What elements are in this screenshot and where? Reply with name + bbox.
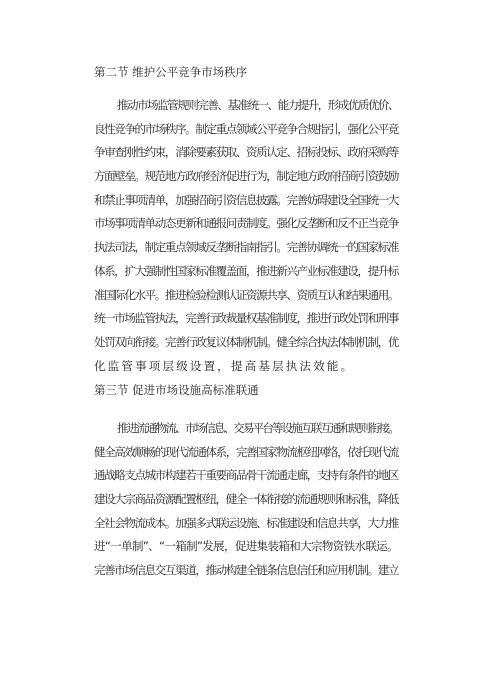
section-3-heading: 第三节 促进市场设施高标准联通 (94, 383, 259, 397)
paragraph-line: 建设大宗商品资源配置枢纽，健全一体衔接的流通规则和标准，降低 (94, 492, 398, 507)
paragraph-line: 完善市场信息交互渠道，推动构建全链条信息信任和应用机制。建立 (94, 563, 398, 578)
paragraph-line: 通战略支点城市构建若干重要商品骨干流通走廊，支持有条件的地区 (94, 468, 398, 483)
paragraph-line: 处罚双向衔接。完善行政复议体制机制。健全综合执法体制机制，优 (94, 334, 398, 349)
paragraph-line: 健全高效顺畅的现代流通体系，完善国家物流枢纽网络，依托现代流 (94, 444, 398, 459)
paragraph-line: 推动市场监管规则完善、基准统一、能力提升，形成优质优价、 (117, 98, 399, 112)
paragraph-line: 化监管事项层级设置，提高基层执法效能。 (94, 358, 355, 373)
paragraph-line: 体系，扩大强制性国家标准覆盖面，推进新兴产业标准建设，提升标 (94, 263, 398, 278)
paragraph-line: 推进流通物流、市场信息、交易平台等设施互联互通和规则衔接。 (117, 421, 398, 435)
paragraph-line: 良性竞争的市场秩序。制定重点领域公平竞争合规指引，强化公平竞 (94, 121, 398, 136)
section-3-paragraph (94, 417, 398, 583)
paragraph-line: 争审查刚性约束，消除要素获取、资质认定、招标投标、政府采购等 (94, 145, 398, 160)
paragraph-line: 统一市场监管执法，完善行政裁量权基准制度，推进行政处罚和刑事 (94, 311, 398, 326)
section-2-paragraph (94, 94, 398, 378)
paragraph-line: 执法司法，制定重点领域反垄断指南指引。完善协调统一的国家标准 (94, 240, 398, 255)
paragraph-line: 全社会物流成本。加强多式联运设施、标准建设和信息共享，大力推 (94, 515, 398, 530)
paragraph-line: 市场事项清单动态更新和通报问责制度。强化反垄断和反不正当竞争 (94, 216, 398, 231)
paragraph-line: 进“一单制”、“一箱制”发展，促进集装箱和大宗物资铁水联运。 (94, 539, 398, 554)
paragraph-line: 和禁止事项清单，加强招商引资信息披露。完善妨碍建设全国统一大 (94, 192, 398, 207)
paragraph-line: 准国际化水平。推进检验检测认证资源共享、资质互认和结果通用。 (94, 287, 398, 302)
section-2-heading: 第二节 维护公平竞争市场秩序 (94, 65, 248, 79)
paragraph-line: 方面壁垒。规范地方政府经济促进行为，制定地方政府招商引资鼓励 (94, 169, 398, 184)
